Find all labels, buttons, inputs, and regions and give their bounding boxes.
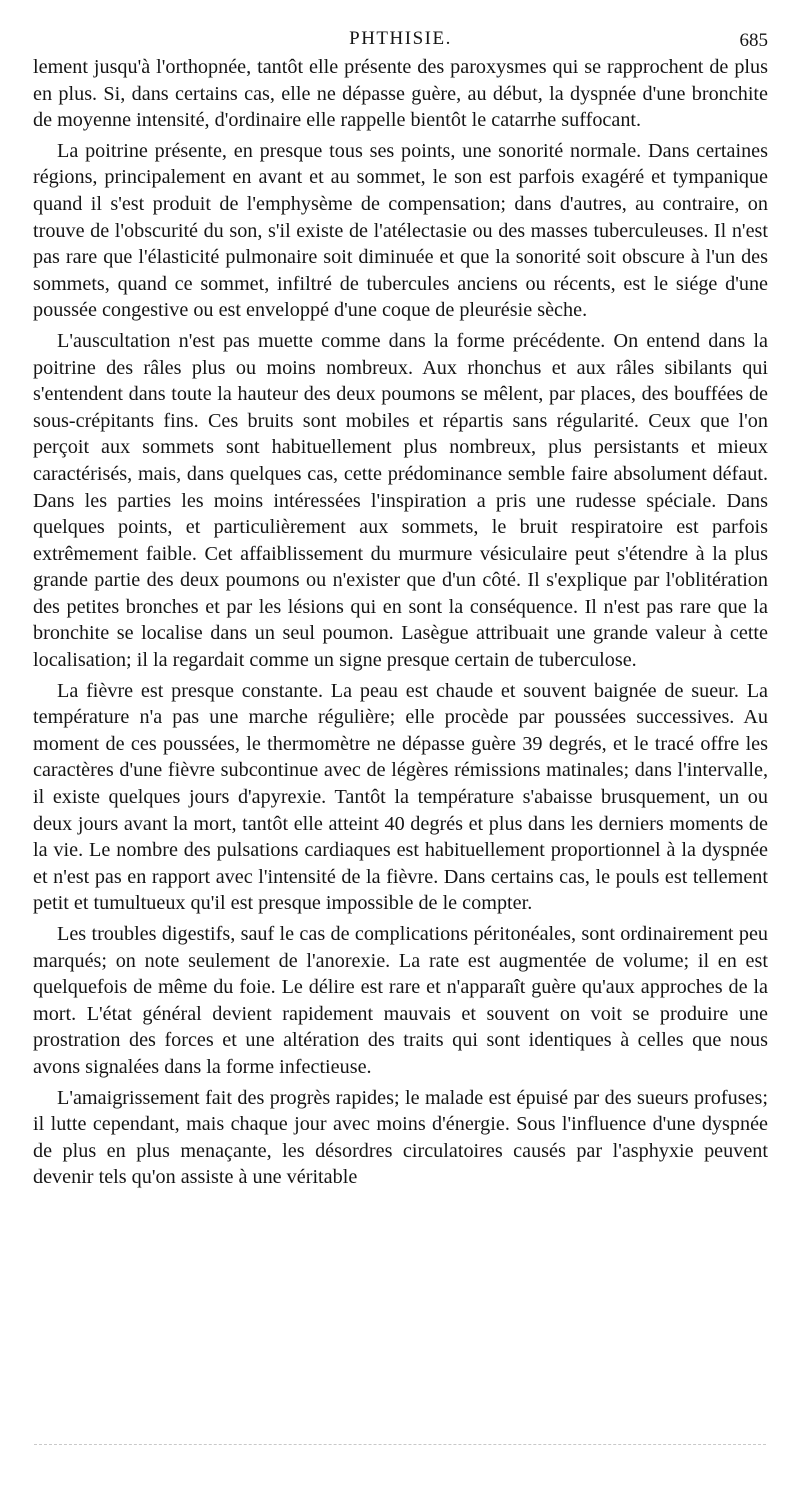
body-text [33,54,768,1195]
paragraph-percussion: La poitrine présente, en presque tous ses points, une sonorité normale. Dans certaines régions, principalement en avant et au sommet, le son est parfois exagéré et tympanique quand il s'est produit de l'emphysème de compensation; dans d'autres, au contraire, on trouve de l'obscurité du son, s'il existe de l'atélectasie ou des masses tuberculeuses. Il n'est pas rare que l'élasticité pulmonaire soit diminuée et que la sonorité soit obscure à l'un des sommets, quand ce sommet, infiltré de tubercules anciens ou récents, est le siége d'une poussée congestive ou est enveloppé d'une coque de pleurésie sèche. [33,139,768,322]
footer-rule [34,1444,766,1445]
running-title: PHTHISIE. [349,28,452,49]
paragraph-dyspnea-continued: lement jusqu'à l'orthopnée, tantôt elle présente des paroxysmes qui se rapprochent de plus en plus. Si, dans certains cas, elle ne dépasse guère, au début, la dyspnée d'une bronchite de moyenne intensité, d'ordinaire elle rappelle bientôt le catarrhe suffocant. [33,56,768,132]
paragraph-digestive-troubles: Les troubles digestifs, sauf le cas de complications péritonéales, sont ordinairement peu marqués; on note seulement de l'anorexie. La rate est augmentée de volume; il en est quelquefois de même du foie. Le délire est rare et n'apparaît guère qu'aux approches de la mort. L'état général devient rapidement mauvais et souvent on voit se produire une prostration des forces et une altération des traits qui sont identiques à celles que nous avons signalées dans la forme infectieuse. [33,923,768,1078]
paragraph-fever: La fièvre est presque constante. La peau est chaude et souvent baignée de sueur. La température n'a pas une marche régulière; elle procède par poussées successives. Au moment de ces poussées, le thermomètre ne dépasse guère 39 degrés, et le tracé offre les caractères d'une fièvre subcontinue avec de légères rémissions matinales; dans l'intervalle, il existe quelques jours d'apyrexie. Tantôt la température s'abaisse brusquement, un ou deux jours avant la mort, tantôt elle atteint 40 degrés et plus dans les derniers moments de la vie. Le nombre des pulsations cardiaques est habituellement proportionnel à la dyspnée et n'est pas en rapport avec l'intensité de la fièvre. Dans certains cas, le pouls est tellement petit et tumultueux qu'il est presque impossible de le compter. [33,679,768,915]
page-number: 685 [739,30,768,51]
running-head [33,22,768,56]
paragraph-emaciation: L'amaigrissement fait des progrès rapides; le malade est épuisé par des sueurs profuses; il lutte cependant, mais chaque jour avec moins d'énergie. Sous l'influence d'une dyspnée de plus en plus menaçante, les désordres circulatoires causés par l'asphyxie peuvent devenir tels qu'on assiste à une véritable [33,1086,768,1189]
paragraph-auscultation: L'auscultation n'est pas muette comme dans la forme précédente. On entend dans la poitrine des râles plus ou moins nombreux. Aux rhonchus et aux râles sibilants qui s'entendent dans toute la hauteur des deux poumons se mêlent, par places, des bouffées de sous-crépitants fins. Ces bruits sont mobiles et répartis sans régularité. Ceux que l'on perçoit aux sommets sont habituellement plus nombreux, plus persistants et mieux caractérisés, mais, dans quelques cas, cette prédominance semble faire absolument défaut. Dans les parties les moins intéressées l'inspiration a pris une rudesse spéciale. Dans quelques points, et particulièrement aux sommets, le bruit respiratoire est parfois extrêmement faible. Cet affaiblissement du murmure vésiculaire peut s'étendre à la plus grande partie des deux poumons ou n'exister que d'un côté. Il s'explique par l'oblitération des petites bronches et par les lésions qui en sont la conséquence. Il n'est pas rare que la bronchite se localise dans un seul poumon. Lasègue attribuait une grande valeur à cette localisation; il la regardait comme un signe presque certain de tuberculose. [33,329,768,672]
